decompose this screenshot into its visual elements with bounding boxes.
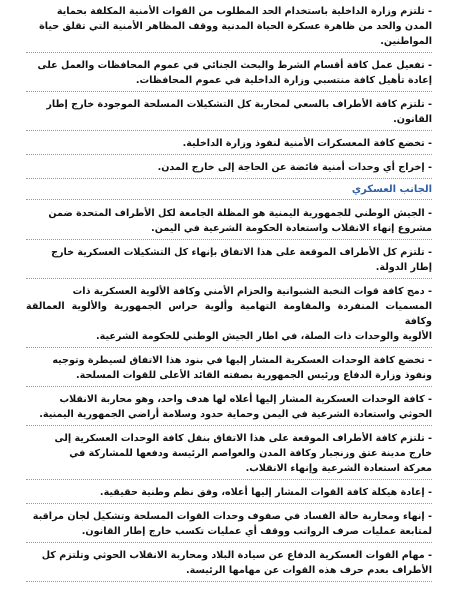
clause-item [26, 3, 432, 53]
clause-line: خارج مدينة عتق وزنجبار وكافة المدن والعواصم الرئيسة ودفعها للمشاركة في [69, 448, 432, 459]
security-section [26, 3, 432, 179]
clause-item [26, 508, 432, 543]
clause-line: - تلتزم كافة الأطراف بالسعي لمحاربة كل التشكيلات المسلحة الموجودة خارج إطار [46, 99, 432, 110]
clause-item [26, 135, 432, 155]
clause-line: - كافة الوحدات العسكرية المشار إليها أعلاه لها هدف واحد، وهو محاربة الانقلاب [59, 394, 432, 405]
clause-line: - تخضع كافة المعسكرات الأمنية لنفوذ وزارة الداخلية. [182, 138, 432, 149]
clause-item [26, 430, 432, 480]
clause-item [26, 57, 432, 92]
clause-item [26, 244, 432, 279]
clause-line: - تفعيل عمل كافة أقسام الشرط والبحث الجنائي في عموم المحافظات والعمل على [37, 60, 432, 71]
clause-line: - مهام القوات العسكرية الدفاع عن سيادة البلاد ومحاربة الانقلاب الحوثي وتلتزم كل [41, 550, 432, 561]
clause-line: معركة استعادة الشرعية وإنهاء الانقلاب. [245, 463, 432, 474]
clause-line: الألوية والوحدات ذات الصلة، في اطار الجيش الوطني للحكومة الشرعية. [96, 331, 432, 342]
clause-line: المسميات المنفردة والمقاومة التهامية وألوية حراس الجمهورية والألوية العمالقة وكافة [26, 301, 432, 327]
clause-item [26, 547, 432, 582]
clause-line: المواطنين. [380, 36, 432, 47]
clause-line: مشروع إنهاء الانقلاب واستعادة الحكومة الشرعية في اليمن. [151, 223, 432, 234]
clause-line: الأطراف بعدم حرف هذه القوات عن مهامها الرئيسة. [185, 565, 432, 576]
clause-item [26, 283, 432, 348]
clause-line: - إعادة هيكلة كافة القوات المشار إليها أعلاه، وفق نظم وطنية حقيقية. [99, 487, 432, 498]
clause-line: إعادة تأهيل كافة منتسبي وزارة الداخلية في عموم المحافظات. [135, 75, 432, 86]
clause-line: الحوثي واستعادة الشرعية في اليمن وحماية حدود وسلامة أراضي الجمهورية اليمنية. [39, 409, 432, 420]
clause-line: - إخراج أي وحدات أمنية فائضة عن الحاجة إلى خارج المدن. [157, 162, 432, 173]
clause-line: - الجيش الوطني للجمهورية اليمنية هو المظلة الجامعة لكل الأطراف المتحدة ضمن [48, 208, 432, 219]
clause-line: - تخضع كافة الوحدات العسكرية المشار إليها في بنود هذا الاتفاق لسيطرة وتوجيه [52, 355, 432, 366]
clause-item [26, 96, 432, 131]
clause-line: لمتابعة عمليات صرف الرواتب ووقف أي عمليات تكسب خارج إطار القانون. [81, 526, 432, 537]
clause-line: إطار الدولة. [375, 262, 432, 273]
clause-item [26, 159, 432, 179]
clause-item [26, 205, 432, 240]
clause-line: - إنهاء ومحاربة حالة الفساد في صفوف وحدات القوات المسلحة وتشكيل لجان مراقبة [32, 511, 432, 522]
clause-item [26, 484, 432, 504]
clause-line: - تلتزم كل الأطراف الموقعة على هذا الاتفاق بإنهاء كل التشكيلات العسكرية خارج [51, 247, 432, 258]
clause-line: القانون. [393, 114, 432, 125]
clause-item [26, 352, 432, 387]
military-section-heading: الجانب العسكري [26, 183, 432, 200]
clause-line: ونفوذ وزارة الدفاع ورئيس الجمهورية بصفته القائد الأعلى للقوات المسلحة. [76, 370, 432, 381]
clause-line: - تلتزم كافة الأطراف الموقعة على هذا الاتفاق بنقل كافة الوحدات العسكرية إلى [54, 433, 432, 444]
clause-item [26, 391, 432, 426]
clause-line: - تلتزم وزارة الداخلية باستخدام الحد المطلوب من القوات الأمنية المكلفة بحماية [56, 6, 432, 17]
military-section [26, 205, 432, 582]
clause-line: المدن والحد من ظاهرة عسكرة الحياة المدنية ووقف المظاهر الأمنية التي تقلق حياة [39, 21, 432, 32]
clause-line: - دمج كافة قوات النخبة الشبوانية والحزام الأمني وكافة الألوية العسكرية ذات [72, 286, 432, 297]
